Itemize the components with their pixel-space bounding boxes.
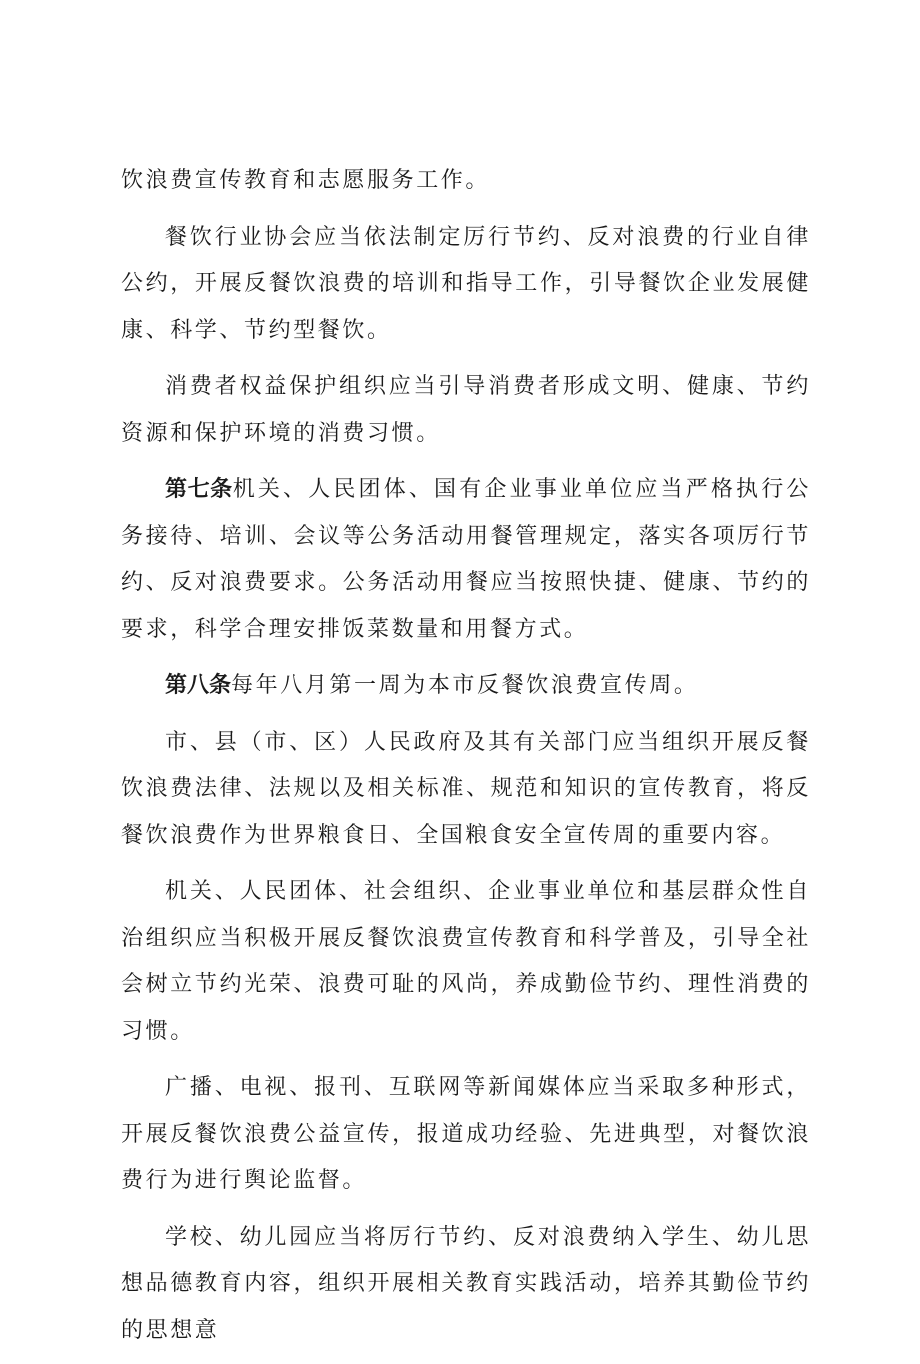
paragraph-3: [121, 364, 811, 457]
paragraph-6: [121, 720, 811, 860]
paragraph-1: [121, 158, 811, 205]
document-body: [121, 158, 811, 1364]
paragraph-8: [121, 1065, 811, 1205]
paragraph-5: [121, 663, 811, 710]
paragraph-text: 机关、人民团体、国有企业事业单位应当严格执行公务接待、培训、会议等公务活动用餐管理规定，落实各项厉行节约、反对浪费要求。公务活动用餐应当按照快捷、健康、节约的要求，科学合理安排饭菜数量和用餐方式。: [121, 477, 811, 642]
article-number: 第八条: [165, 673, 232, 698]
paragraph-text: 机关、人民团体、社会组织、企业事业单位和基层群众性自治组织应当积极开展反餐饮浪费宣传教育和科学普及，引导全社会树立节约光荣、浪费可耻的风尚，养成勤俭节约、理性消费的习惯。: [121, 879, 811, 1044]
paragraph-text: 学校、幼儿园应当将厉行节约、反对浪费纳入学生、幼儿思想品德教育内容，组织开展相关教育实践活动，培养其勤俭节约的思想意: [121, 1224, 811, 1343]
paragraph-text: 饮浪费宣传教育和志愿服务工作。: [121, 168, 491, 193]
paragraph-9: [121, 1215, 811, 1355]
paragraph-text: 消费者权益保护组织应当引导消费者形成文明、健康、节约资源和保护环境的消费习惯。: [121, 374, 811, 446]
paragraph-text: 市、县（市、区）人民政府及其有关部门应当组织开展反餐饮浪费法律、法规以及相关标准、规范和知识的宣传教育，将反餐饮浪费作为世界粮食日、全国粮食安全宣传周的重要内容。: [121, 729, 811, 848]
paragraph-text: 餐饮行业协会应当依法制定厉行节约、反对浪费的行业自律公约，开展反餐饮浪费的培训和指导工作，引导餐饮企业发展健康、科学、节约型餐饮。: [121, 224, 811, 343]
paragraph-4: [121, 467, 811, 653]
paragraph-2: [121, 215, 811, 355]
paragraph-7: [121, 869, 811, 1055]
article-number: 第七条: [165, 477, 233, 502]
paragraph-text: 每年八月第一周为本市反餐饮浪费宣传周。: [231, 673, 699, 698]
paragraph-text: 广播、电视、报刊、互联网等新闻媒体应当采取多种形式，开展反餐饮浪费公益宣传，报道成功经验、先进典型，对餐饮浪费行为进行舆论监督。: [121, 1075, 811, 1193]
